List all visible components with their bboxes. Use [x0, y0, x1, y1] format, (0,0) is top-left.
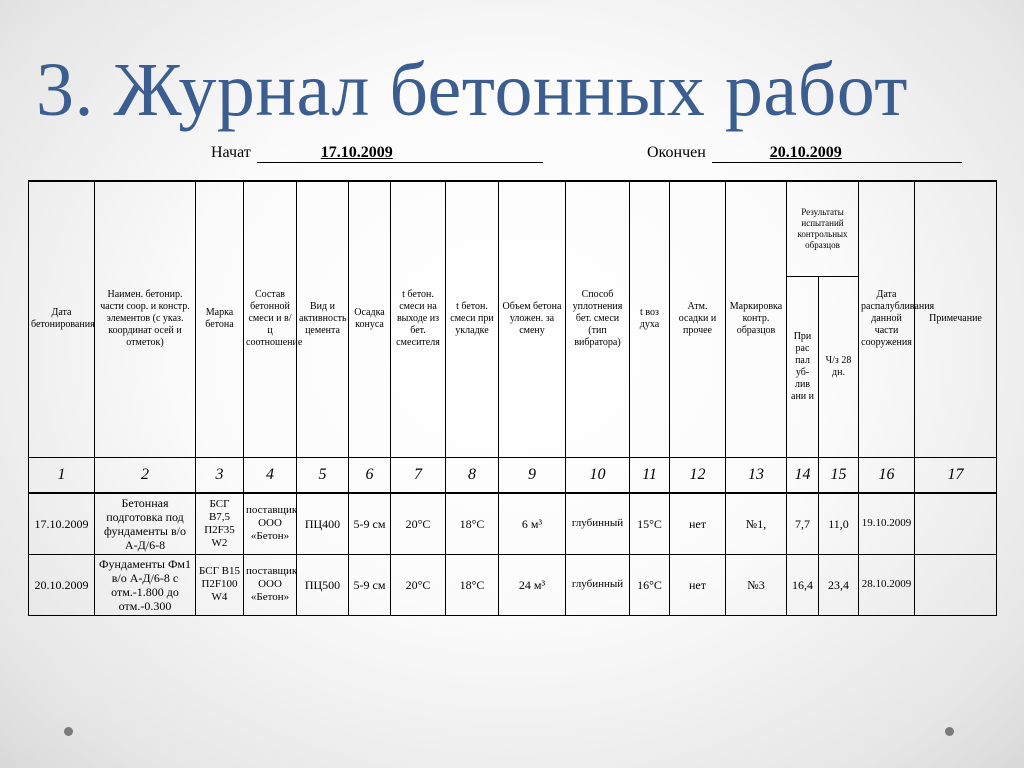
cell-stripping-date: 19.10.2009 [859, 493, 915, 555]
col-number: 15 [819, 457, 859, 493]
cell-result-28-days: 11,0 [819, 493, 859, 555]
cell-volume: 24 м³ [499, 554, 566, 615]
cell-note [915, 554, 997, 615]
header-note: Примечание [915, 181, 997, 457]
cell-method: глубинный [566, 493, 630, 555]
header-t-air: t воз духа [630, 181, 670, 457]
cell-element: Бетонная подготовка под фундаменты в/о А-Д/6-8 [95, 493, 196, 555]
left-bullet-dot [64, 727, 73, 736]
header-precip: Атм. осадки и прочее [670, 181, 726, 457]
col-number: 2 [95, 457, 196, 493]
column-number-row [29, 457, 997, 493]
col-number: 12 [670, 457, 726, 493]
cell-t-exit: 20°С [391, 493, 446, 555]
cell-grade: БСГ В7,5 П2F35 W2 [196, 493, 244, 555]
table-row [29, 493, 997, 555]
cell-cement: ПЦ500 [297, 554, 349, 615]
end-date-line [712, 144, 962, 163]
header-grade: Марка бетона [196, 181, 244, 457]
end-date-field [647, 143, 962, 163]
header-28-days: Ч/з 28 дн. [819, 276, 859, 457]
cell-slump: 5-9 см [349, 554, 391, 615]
cell-slump: 5-9 см [349, 493, 391, 555]
col-number: 17 [915, 457, 997, 493]
start-date-value: 17.10.2009 [320, 144, 393, 161]
col-number: 10 [566, 457, 630, 493]
start-date-field [211, 143, 543, 163]
header-method: Способ уплотнения бет. смеси (тип вибратора) [566, 181, 630, 457]
col-number: 5 [297, 457, 349, 493]
col-number: 14 [787, 457, 819, 493]
cell-precip: нет [670, 493, 726, 555]
header-element: Наимен. бетонир. части соор. и констр. элементов (с указ. координат осей и отметок) [95, 181, 196, 457]
cell-result-28-days: 23,4 [819, 554, 859, 615]
table-row [29, 554, 997, 615]
header-marking: Маркировка контр. образцов [726, 181, 787, 457]
cell-method: глубинный [566, 554, 630, 615]
header-composition: Состав бетонной смеси и в/ц соотношение [244, 181, 297, 457]
cell-marking: №3 [726, 554, 787, 615]
cell-element: Фундаменты Фм1 в/о А-Д/6-8 с отм.-1.800 до отм.-0.300 [95, 554, 196, 615]
cell-cement: ПЦ400 [297, 493, 349, 555]
col-number: 1 [29, 457, 95, 493]
header-t-lay: t бетон. смеси при укладке [446, 181, 499, 457]
cell-note [915, 493, 997, 555]
cell-date: 17.10.2009 [29, 493, 95, 555]
cell-t-air: 15°С [630, 493, 670, 555]
right-bullet-dot [945, 727, 954, 736]
cell-composition: поставщик ООО «Бетон» [244, 554, 297, 615]
header-row-1 [29, 181, 997, 276]
col-number: 11 [630, 457, 670, 493]
cell-t-air: 16°С [630, 554, 670, 615]
header-test-results: Результаты испытаний контрольных образцов [787, 181, 859, 276]
end-label: Окончен [647, 144, 706, 161]
cell-t-exit: 20°С [391, 554, 446, 615]
header-stripping-test: При рас пал уб- лив ани и [787, 276, 819, 457]
col-number: 6 [349, 457, 391, 493]
cell-result-stripping: 16,4 [787, 554, 819, 615]
cell-t-lay: 18°С [446, 554, 499, 615]
col-number: 16 [859, 457, 915, 493]
header-stripping-date: Дата распалубливания данной части сооружения [859, 181, 915, 457]
cell-grade: БСГ В15 П2F100 W4 [196, 554, 244, 615]
end-date-value: 20.10.2009 [769, 144, 842, 161]
concrete-works-journal-table [28, 180, 997, 616]
col-number: 3 [196, 457, 244, 493]
cell-composition: поставщик ООО «Бетон» [244, 493, 297, 555]
cell-date: 20.10.2009 [29, 554, 95, 615]
cell-volume: 6 м³ [499, 493, 566, 555]
cell-precip: нет [670, 554, 726, 615]
cell-marking: №1, [726, 493, 787, 555]
col-number: 7 [391, 457, 446, 493]
col-number: 13 [726, 457, 787, 493]
header-date: Дата бетонирования [29, 181, 95, 457]
col-number: 4 [244, 457, 297, 493]
start-date-line [257, 144, 543, 163]
start-label: Начат [211, 144, 251, 161]
col-number: 9 [499, 457, 566, 493]
cell-result-stripping: 7,7 [787, 493, 819, 555]
header-volume: Объем бетона уложен. за смену [499, 181, 566, 457]
header-slump: Осадка конуса [349, 181, 391, 457]
col-number: 8 [446, 457, 499, 493]
slide-title: 3. Журнал бетонных работ [36, 48, 909, 132]
header-cement: Вид и активность цемента [297, 181, 349, 457]
header-t-exit: t бетон. смеси на выходе из бет. смесителя [391, 181, 446, 457]
cell-t-lay: 18°С [446, 493, 499, 555]
cell-stripping-date: 28.10.2009 [859, 554, 915, 615]
